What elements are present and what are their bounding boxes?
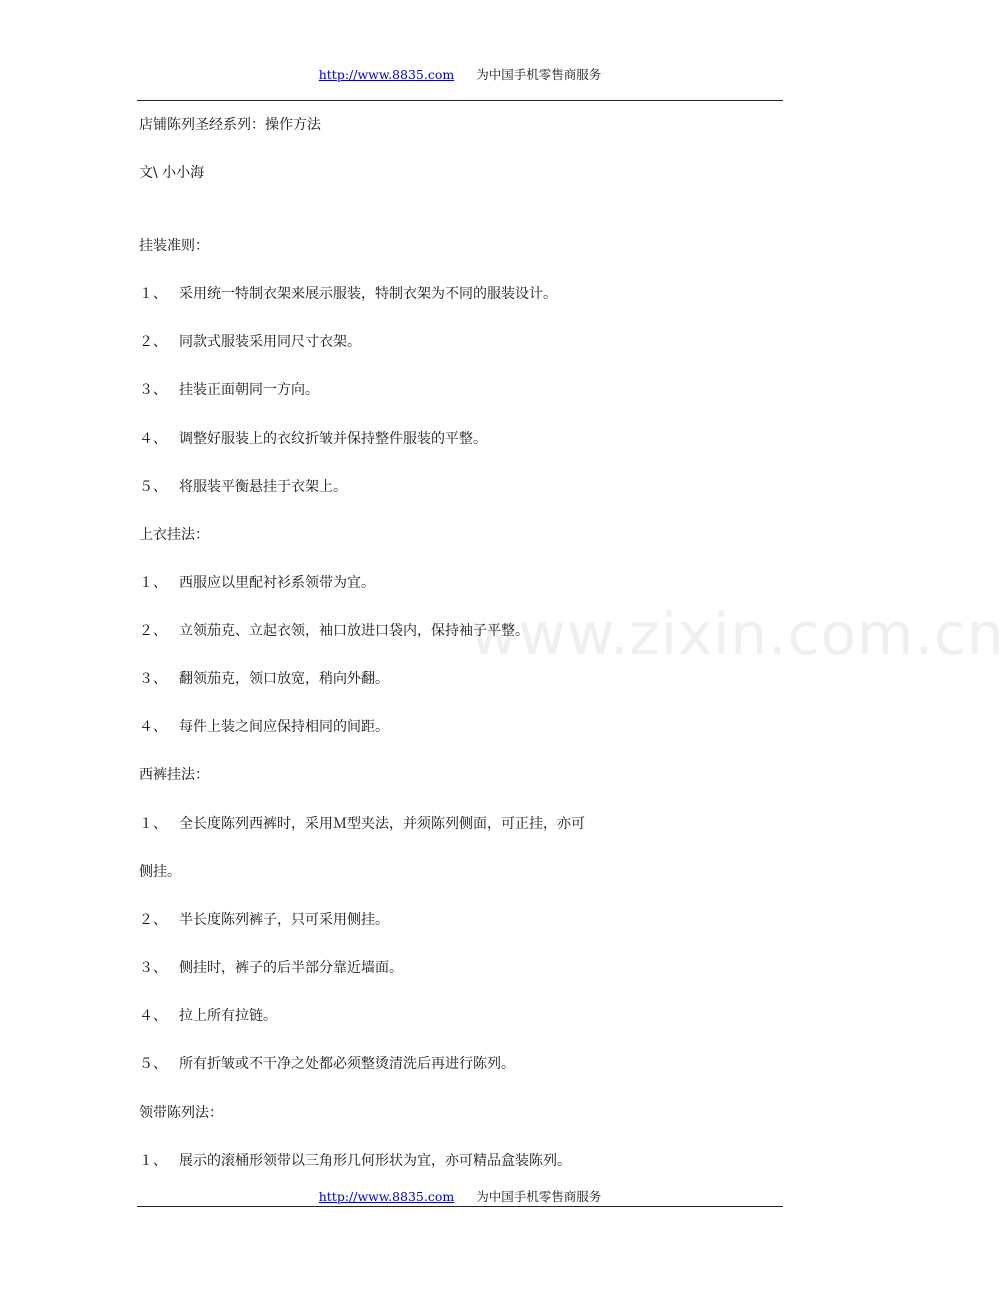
list-text: 半长度陈列裤子，只可采用侧挂。 (179, 912, 389, 928)
list-text: 翻领茄克，领口放宽，稍向外翻。 (179, 671, 389, 687)
list-number: ４、 (139, 431, 167, 447)
list-item (139, 1055, 515, 1073)
list-text: 调整好服装上的衣纹折皱并保持整件服装的平整。 (179, 431, 487, 447)
list-number: １、 (139, 575, 167, 591)
list-number: ３、 (139, 671, 167, 687)
header-tagline: 为中国手机零售商服务 (476, 67, 602, 82)
list-number: ３、 (139, 960, 167, 976)
header-divider (137, 100, 783, 101)
footer-link[interactable]: http://www.8835.com (318, 1189, 455, 1204)
section-heading: 上衣挂法： (139, 527, 209, 543)
list-number: ２、 (139, 334, 167, 350)
section-heading: 西裤挂法： (139, 767, 209, 783)
list-text: 所有折皱或不干净之处都必须整烫清洗后再进行陈列。 (179, 1056, 515, 1072)
list-item (139, 622, 529, 640)
list-item (139, 478, 347, 496)
list-item (139, 1007, 277, 1025)
section-heading: 领带陈列法： (139, 1105, 223, 1121)
author-line: 文\ 小小海 (139, 165, 205, 181)
list-number: ５、 (139, 479, 167, 495)
list-item (139, 430, 487, 448)
list-item (139, 1152, 571, 1170)
list-number: ５、 (139, 1056, 167, 1072)
list-number: １、 (139, 1153, 167, 1169)
list-item (139, 285, 557, 303)
list-item (139, 911, 389, 929)
list-item (139, 815, 585, 833)
list-text: 侧挂时，裤子的后半部分靠近墙面。 (179, 960, 403, 976)
list-item (139, 574, 375, 592)
section-heading: 挂装准则： (139, 238, 209, 254)
list-number: ４、 (139, 1008, 167, 1024)
list-item (139, 959, 403, 977)
list-text: 每件上装之间应保持相同的间距。 (179, 719, 389, 735)
watermark: www.zixin.com.cn (470, 600, 1005, 668)
list-text: 将服装平衡悬挂于衣架上。 (179, 479, 347, 495)
list-item (139, 718, 389, 736)
list-number: ４、 (139, 719, 167, 735)
footer-tagline: 为中国手机零售商服务 (476, 1189, 602, 1204)
list-number: １、 (139, 286, 167, 302)
list-text: 采用统一特制衣架来展示服装，特制衣架为不同的服装设计。 (179, 286, 557, 302)
list-item-continuation: 侧挂。 (139, 864, 181, 880)
document-title: 店铺陈列圣经系列：操作方法 (139, 117, 321, 133)
list-text: 立领茄克、立起衣领，袖口放进口袋内，保持袖子平整。 (179, 623, 529, 639)
list-item (139, 333, 361, 351)
page-footer (0, 1189, 920, 1205)
list-text: 拉上所有拉链。 (179, 1008, 277, 1024)
page-header (0, 67, 920, 83)
list-number: ３、 (139, 382, 167, 398)
list-text: 挂装正面朝同一方向。 (179, 382, 319, 398)
list-text: 展示的滚桶形领带以三角形几何形状为宜，亦可精品盒装陈列。 (179, 1153, 571, 1169)
list-text: 同款式服装采用同尺寸衣架。 (179, 334, 361, 350)
list-text: 西服应以里配衬衫系领带为宜。 (179, 575, 375, 591)
list-number: １、 (139, 816, 167, 832)
footer-divider (137, 1206, 783, 1207)
list-number: ２、 (139, 912, 167, 928)
header-link[interactable]: http://www.8835.com (318, 67, 455, 82)
list-number: ２、 (139, 623, 167, 639)
list-item (139, 670, 389, 688)
list-text: 全长度陈列西裤时，采用Ｍ型夹法，并须陈列侧面，可正挂，亦可 (179, 816, 585, 832)
list-item (139, 381, 319, 399)
